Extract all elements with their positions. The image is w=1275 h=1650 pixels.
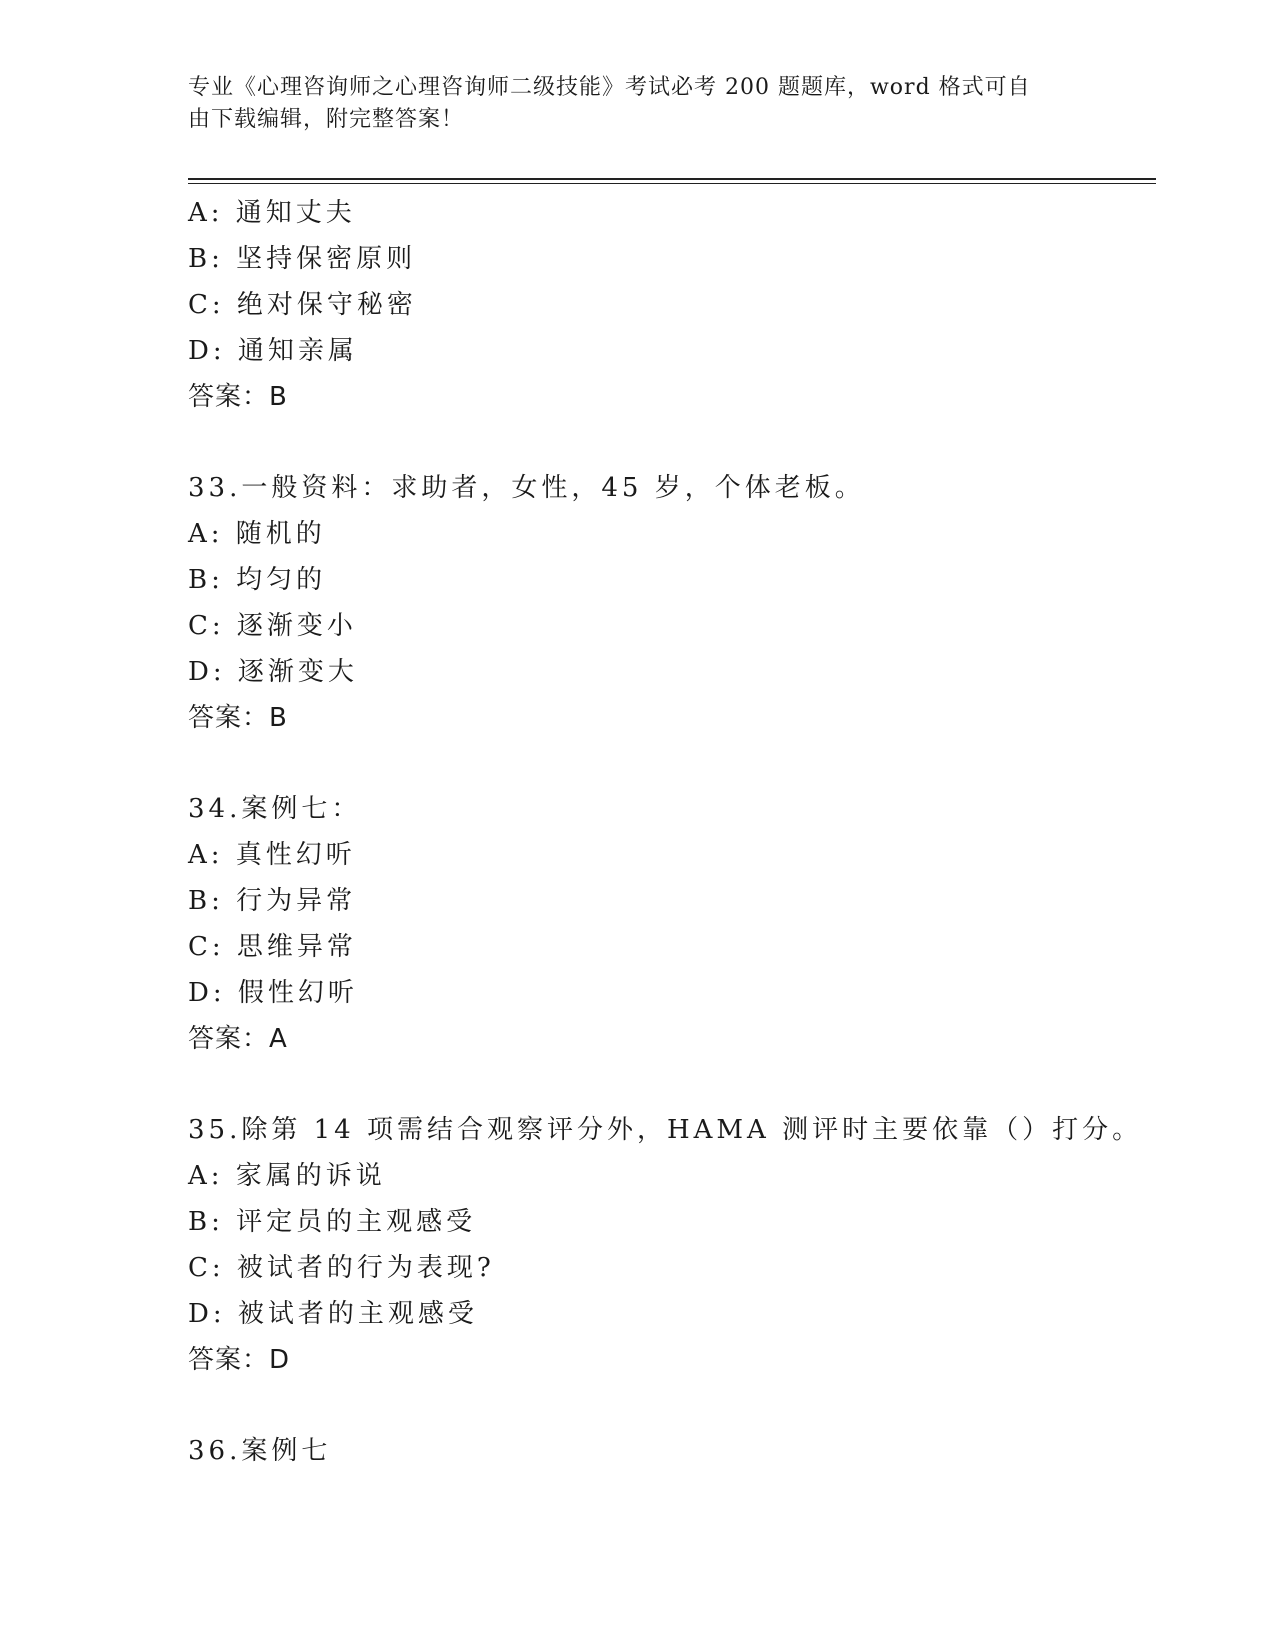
question-text: 33.一般资料：求助者，女性，45 岁，个体老板。 xyxy=(188,473,865,503)
question-text: 36.案例七 xyxy=(188,1436,332,1466)
question-34 xyxy=(188,786,1156,1062)
option-c: C: 绝对保守秘密 xyxy=(188,290,417,320)
option-c: C: 被试者的行为表现? xyxy=(188,1253,495,1283)
option-c: C: 逐渐变小 xyxy=(188,611,357,641)
question-36 xyxy=(188,1428,1156,1474)
spacer xyxy=(188,1383,1156,1428)
option-b: B: 评定员的主观感受 xyxy=(188,1207,477,1237)
option-a: A: 家属的诉说 xyxy=(188,1161,386,1191)
spacer xyxy=(188,1062,1156,1107)
option-a: A: 真性幻听 xyxy=(188,840,356,870)
answer: 答案：A xyxy=(188,1024,288,1054)
option-d: D: 逐渐变大 xyxy=(188,657,358,687)
spacer xyxy=(188,420,1156,465)
header-line-2: 由下载编辑，附完整答案！ xyxy=(188,107,465,132)
option-b: B: 行为异常 xyxy=(188,886,357,916)
option-d: D: 通知亲属 xyxy=(188,336,358,366)
option-d: D: 被试者的主观感受 xyxy=(188,1299,478,1329)
answer: 答案：B xyxy=(188,703,288,733)
question-text: 35.除第 14 项需结合观察评分外，HAMA 测评时主要依靠（）打分。 xyxy=(188,1115,1143,1145)
option-a: A: 随机的 xyxy=(188,519,326,549)
option-c: C: 思维异常 xyxy=(188,932,357,962)
header-line-1: 专业《心理咨询师之心理咨询师二级技能》考试必考 200 题题库，word 格式可自 xyxy=(188,75,1031,100)
question-list xyxy=(188,190,1156,1474)
question-33 xyxy=(188,465,1156,741)
option-b: B: 坚持保密原则 xyxy=(188,244,417,274)
answer: 答案：D xyxy=(188,1345,291,1375)
option-b: B: 均匀的 xyxy=(188,565,327,595)
question-32 xyxy=(188,190,1156,420)
spacer xyxy=(188,741,1156,786)
answer: 答案：B xyxy=(188,382,288,412)
header-divider xyxy=(188,178,1156,184)
document-header xyxy=(188,72,1068,136)
question-35 xyxy=(188,1107,1156,1383)
question-text: 34.案例七： xyxy=(188,794,362,824)
option-d: D: 假性幻听 xyxy=(188,978,358,1008)
option-a: A: 通知丈夫 xyxy=(188,198,356,228)
